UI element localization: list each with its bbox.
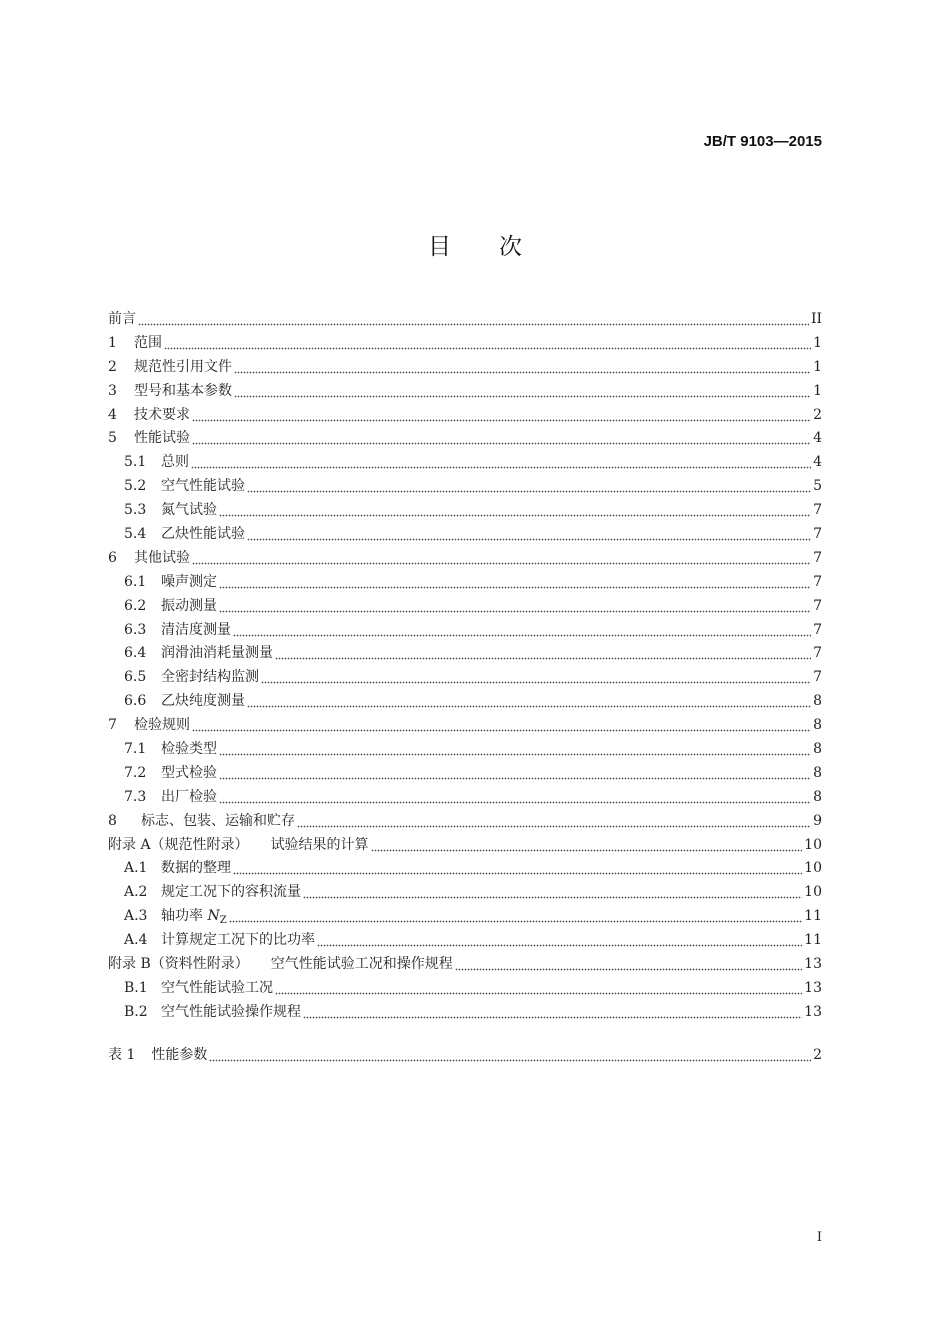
toc-entry-page: 8: [813, 693, 822, 710]
toc-entry-page: 8: [813, 788, 822, 805]
toc-entry-page: 10: [804, 884, 822, 901]
dot-leader: [209, 1048, 811, 1062]
toc-entry-label: [161, 599, 217, 613]
page-title: 目次: [428, 234, 570, 260]
toc-entry-label: [134, 718, 190, 732]
toc-entry-label: [141, 814, 295, 828]
toc-entry[interactable]: [108, 546, 822, 570]
toc-entry-page: 7: [813, 525, 822, 542]
toc-entry-number: 3: [108, 382, 117, 399]
toc-entry[interactable]: [108, 665, 822, 689]
toc-entry-page: 7: [813, 597, 822, 614]
toc-entry-page: 9: [813, 812, 822, 829]
toc-entry-label-text: 空气性能试验: [161, 478, 245, 495]
toc-entry-page: 8: [813, 717, 822, 734]
toc-entry-number: 附录 A（规范性附录）: [108, 836, 249, 853]
list-of-tables: [108, 1043, 822, 1067]
toc-entry[interactable]: [108, 689, 822, 713]
toc-entry-page: 13: [804, 979, 822, 996]
toc-entry-number: A.4: [124, 932, 148, 949]
toc-entry-page: 4: [813, 454, 822, 471]
toc-entry-number: 7: [108, 717, 117, 734]
toc-entry-label: [161, 575, 217, 589]
toc-entry-page: 7: [813, 621, 822, 638]
toc-entry-label: [134, 551, 190, 565]
toc-entry-label-text: 全密封结构监测: [161, 669, 259, 686]
toc-entry-label-text: 规定工况下的容积流量: [161, 884, 301, 901]
dot-leader: [317, 933, 802, 947]
dot-leader: [455, 957, 802, 971]
toc-entry-number: 5.3: [124, 502, 147, 519]
toc-entry-label-text: 乙炔纯度测量: [161, 693, 245, 710]
toc-entry[interactable]: [108, 355, 822, 379]
toc-entry[interactable]: [108, 1000, 822, 1024]
toc-entry-page: 7: [813, 549, 822, 566]
page-folio: I: [816, 1230, 822, 1245]
toc-entry-label-text: 型式检验: [161, 764, 217, 781]
dot-leader: [191, 455, 811, 469]
toc-entry-label: [161, 455, 189, 469]
toc-entry-label: [161, 1005, 301, 1019]
toc-entry-label: [161, 742, 217, 756]
toc-entry-number: 7.3: [124, 788, 147, 805]
toc-entry-number: 5.2: [124, 478, 147, 495]
dot-leader: [138, 312, 809, 326]
dot-leader: [234, 360, 811, 374]
toc-entry-label-text: 检验规则: [134, 717, 190, 734]
toc-entry[interactable]: [108, 307, 822, 331]
toc-entry-number: 6.6: [124, 693, 147, 710]
toc-entry-symbol: N: [207, 908, 220, 925]
toc-entry[interactable]: [108, 833, 822, 857]
toc-entry-number: 6.2: [124, 597, 147, 614]
toc-entry-label: [161, 646, 273, 660]
toc-entry-label-text: 技术要求: [134, 406, 190, 423]
dot-leader: [303, 885, 802, 899]
toc-entry-label-text: 试验结果的计算: [270, 836, 369, 853]
toc-entry-label-text: 范围: [134, 334, 162, 351]
toc-entry[interactable]: [108, 928, 822, 952]
toc-entry-label: [271, 957, 453, 971]
toc-entry-page: 1: [813, 382, 822, 399]
toc-entry-page: 2: [813, 1046, 822, 1063]
toc-entry-label-text: 计算规定工况下的比功率: [161, 932, 315, 949]
toc-entry-label-text: 润滑油消耗量测量: [161, 645, 273, 662]
toc-entry-number: 7.1: [124, 740, 147, 757]
toc-entry-label: [161, 766, 217, 780]
toc-entry-page: 11: [804, 908, 822, 925]
toc-entry-page: 11: [804, 932, 822, 949]
toc-entry-number: B.1: [124, 979, 148, 996]
toc-entry-number: 7.2: [124, 764, 147, 781]
dot-leader: [233, 623, 811, 637]
dot-leader: [192, 408, 811, 422]
toc-entry-number: 6.5: [124, 669, 147, 686]
toc-entry-page: 7: [813, 645, 822, 662]
toc-entry-label-text: 前言: [108, 310, 136, 327]
toc-entry-number: 4: [108, 406, 117, 423]
toc-entry[interactable]: [108, 713, 822, 737]
toc-entry-page: 1: [813, 334, 822, 351]
dot-leader: [219, 766, 811, 780]
dot-leader: [234, 384, 811, 398]
toc-entry-number: 5.4: [124, 525, 147, 542]
dot-leader: [233, 861, 802, 875]
toc-entry-label-text: 总则: [161, 454, 189, 471]
dot-leader: [219, 790, 811, 804]
table-of-contents: [108, 307, 822, 1024]
toc-entry-number: 6.1: [124, 573, 147, 590]
dot-leader: [275, 646, 811, 660]
toc-entry[interactable]: [108, 976, 822, 1000]
toc-entry-label: [161, 694, 245, 708]
dot-leader: [219, 575, 811, 589]
toc-entry-label-text: 性能参数: [151, 1046, 208, 1063]
toc-entry[interactable]: [108, 498, 822, 522]
toc-entry-page: 13: [804, 955, 822, 972]
toc-entry-number: 5: [108, 430, 117, 447]
toc-entry-label-text: 空气性能试验工况和操作规程: [270, 955, 453, 972]
toc-entry-label-text: 氮气试验: [161, 502, 217, 519]
dot-leader: [275, 981, 802, 995]
toc-entry[interactable]: [108, 737, 822, 761]
toc-entry-page: 5: [813, 478, 822, 495]
toc-entry-number: 2: [108, 358, 117, 375]
toc-entry-label-text: 数据的整理: [161, 860, 231, 877]
toc-entry-number: 表 1: [108, 1046, 136, 1063]
toc-entry-label: [161, 933, 315, 947]
toc-entry-label: [271, 838, 369, 852]
toc-entry-label-text: 轴功率: [161, 908, 208, 925]
toc-entry[interactable]: [108, 474, 822, 498]
toc-entry-page: 4: [813, 430, 822, 447]
toc-entry-label-text: 出厂检验: [161, 788, 217, 805]
toc-entry-label: [161, 623, 231, 637]
toc-entry[interactable]: [108, 641, 822, 665]
toc-entry-label: [161, 527, 245, 541]
toc-entry-number: 6: [108, 549, 117, 566]
toc-entry-page: 7: [813, 669, 822, 686]
toc-entry[interactable]: [108, 426, 822, 450]
toc-entry-label-text: 标志、包装、运输和贮存: [141, 812, 295, 829]
toc-entry[interactable]: [108, 1043, 822, 1067]
toc-entry-label: [134, 408, 190, 422]
toc-entry-number: 6.3: [124, 621, 147, 638]
toc-entry[interactable]: [108, 570, 822, 594]
toc-entry-label: [108, 312, 136, 326]
toc-entry-label: [161, 908, 227, 927]
dot-leader: [219, 742, 811, 756]
toc-entry-page: 13: [804, 1003, 822, 1020]
toc-entry-label: [161, 861, 231, 875]
toc-entry-page: 10: [804, 860, 822, 877]
dot-leader: [219, 503, 811, 517]
toc-entry[interactable]: [108, 379, 822, 403]
toc-entry-number: A.1: [124, 860, 148, 877]
dot-leader: [229, 909, 803, 923]
dot-leader: [261, 670, 811, 684]
toc-entry-label-text: 乙炔性能试验: [161, 525, 245, 542]
toc-entry-number: A.3: [124, 908, 148, 925]
toc-entry-label: [134, 336, 162, 350]
toc-entry[interactable]: [108, 522, 822, 546]
toc-entry-page: 10: [804, 836, 822, 853]
dot-leader: [192, 431, 811, 445]
toc-entry-label: [151, 1048, 207, 1062]
toc-entry-number: 8: [108, 812, 117, 829]
toc-entry-label: [161, 981, 273, 995]
toc-entry-label-text: 规范性引用文件: [134, 358, 232, 375]
toc-entry-label: [161, 790, 217, 804]
toc-entry-label-text: 其他试验: [134, 549, 190, 566]
dot-leader: [297, 814, 811, 828]
dot-leader: [371, 838, 803, 852]
dot-leader: [192, 718, 811, 732]
toc-entry[interactable]: [108, 880, 822, 904]
toc-entry-label: [161, 670, 259, 684]
dot-leader: [247, 479, 811, 493]
dot-leader: [164, 336, 811, 350]
toc-entry-number: A.2: [124, 884, 148, 901]
toc-entry-page: 2: [813, 406, 822, 423]
toc-entry-label-text: 空气性能试验工况: [161, 979, 273, 996]
toc-entry[interactable]: [108, 403, 822, 427]
toc-entry-number: 6.4: [124, 645, 147, 662]
dot-leader: [247, 694, 811, 708]
toc-entry-label-text: 检验类型: [161, 740, 217, 757]
standard-number: JB/T 9103—2015: [703, 133, 822, 150]
toc-entry[interactable]: [108, 331, 822, 355]
toc-entry-label: [161, 503, 217, 517]
dot-leader: [219, 599, 811, 613]
dot-leader: [192, 551, 811, 565]
toc-entry-page: II: [810, 310, 822, 327]
dot-leader: [247, 527, 811, 541]
toc-entry-label-text: 性能试验: [134, 430, 190, 447]
toc-entry-number: 5.1: [124, 454, 147, 471]
toc-entry[interactable]: [108, 761, 822, 785]
toc-entry[interactable]: [108, 904, 822, 928]
toc-entry-label-text: 噪声测定: [161, 573, 217, 590]
toc-entry-number: 1: [108, 334, 117, 351]
toc-entry-symbol-subscript: Z: [219, 915, 227, 927]
toc-entry-page: 1: [813, 358, 822, 375]
toc-entry[interactable]: [108, 450, 822, 474]
toc-entry-page: 8: [813, 764, 822, 781]
toc-entry-page: 8: [813, 740, 822, 757]
toc-entry[interactable]: [108, 618, 822, 642]
toc-entry-label-text: 空气性能试验操作规程: [161, 1003, 301, 1020]
toc-entry[interactable]: [108, 856, 822, 880]
toc-entry-number: 附录 B（资料性附录）: [108, 955, 249, 972]
toc-entry-label: [161, 479, 245, 493]
toc-entry-label: [161, 885, 301, 899]
toc-entry[interactable]: [108, 594, 822, 618]
toc-entry-label-text: 型号和基本参数: [134, 382, 232, 399]
dot-leader: [303, 1005, 802, 1019]
toc-entry-label: [134, 431, 190, 445]
toc-entry[interactable]: [108, 809, 822, 833]
toc-entry-label-text: 振动测量: [161, 597, 217, 614]
toc-entry-page: 7: [813, 502, 822, 519]
toc-entry-label-text: 清洁度测量: [161, 621, 231, 638]
toc-entry-number: B.2: [124, 1003, 148, 1020]
toc-entry[interactable]: [108, 952, 822, 976]
toc-entry-label: [134, 384, 232, 398]
toc-entry-page: 7: [813, 573, 822, 590]
toc-entry[interactable]: [108, 785, 822, 809]
toc-entry-label: [134, 360, 232, 374]
